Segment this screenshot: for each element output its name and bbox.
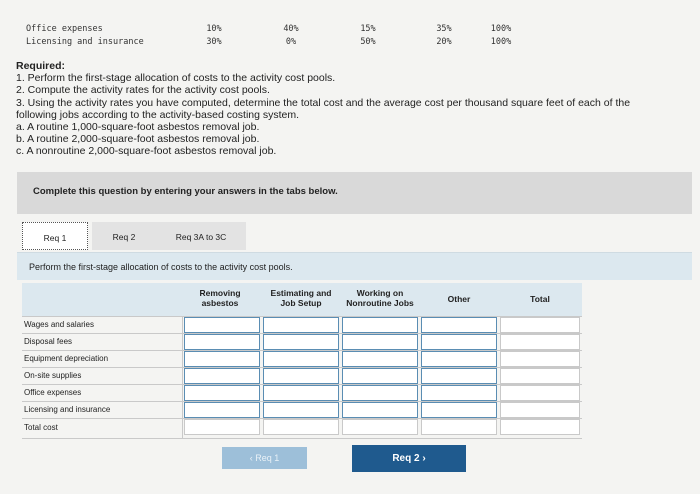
amount-input[interactable] — [184, 368, 260, 384]
top-row-licensing — [26, 37, 512, 50]
amount-input[interactable] — [263, 385, 339, 401]
tab-instruction-bar — [17, 252, 692, 280]
amount-input[interactable] — [421, 402, 497, 418]
col-header-other: Other — [447, 294, 471, 304]
amount-input[interactable] — [184, 385, 260, 401]
required-section — [16, 60, 696, 158]
amount-input[interactable] — [342, 334, 418, 350]
top-cell: 100% — [490, 37, 512, 47]
amount-input[interactable] — [421, 317, 497, 333]
top-cell: 50% — [360, 37, 376, 47]
top-row-office — [26, 24, 512, 37]
allocation-grid — [22, 283, 582, 439]
total-cell — [500, 317, 580, 333]
tab-req-1[interactable]: Req 1 — [22, 222, 88, 250]
row-label-licensing: Licensing and insurance — [24, 405, 111, 414]
total-cell — [263, 419, 339, 435]
top-row-label: Licensing and insurance — [26, 37, 144, 47]
next-button-label: Req 2 — [392, 453, 420, 464]
col-header-nonroutine: Working on Nonroutine Jobs — [346, 288, 414, 308]
amount-input[interactable] — [421, 351, 497, 367]
required-item: following jobs according to the activity-based costing system. — [16, 108, 300, 121]
top-cell: 0% — [285, 37, 297, 47]
amount-input[interactable] — [263, 317, 339, 333]
required-item: a. A routine 1,000-square-foot asbestos removal job. — [16, 121, 260, 134]
amount-input[interactable] — [342, 385, 418, 401]
required-item: c. A nonroutine 2,000-square-foot asbestos removal job. — [16, 145, 277, 158]
top-cell: 35% — [436, 24, 452, 34]
total-cell — [500, 334, 580, 350]
tab-instruction: Perform the first-stage allocation of costs to the activity cost pools. — [29, 262, 293, 272]
row-label-wages: Wages and salaries — [24, 320, 94, 329]
amount-input[interactable] — [342, 317, 418, 333]
row-label-office: Office expenses — [24, 388, 82, 397]
required-item: 3. Using the activity rates you have computed, determine the total cost and the average cost per thousand square feet of each of the — [16, 96, 631, 109]
amount-input[interactable] — [263, 334, 339, 350]
total-cell — [500, 385, 580, 401]
row-label-supplies: On-site supplies — [24, 371, 82, 380]
amount-input[interactable] — [342, 402, 418, 418]
top-cell: 10% — [206, 24, 222, 34]
amount-input[interactable] — [263, 351, 339, 367]
top-cell: 20% — [436, 37, 452, 47]
total-cell — [500, 419, 580, 435]
total-cell — [500, 368, 580, 384]
amount-input[interactable] — [263, 368, 339, 384]
total-cell — [500, 402, 580, 418]
total-cell — [184, 419, 260, 435]
instructions-banner — [17, 172, 692, 214]
tab-req-2[interactable]: Req 2 — [92, 222, 156, 250]
top-cell: 100% — [490, 24, 512, 34]
column-divider — [182, 316, 183, 439]
required-item: 2. Compute the activity rates for the activity cost pools. — [16, 84, 270, 97]
amount-input[interactable] — [421, 368, 497, 384]
required-item: b. A routine 2,000-square-foot asbestos removal job. — [16, 133, 260, 146]
top-row-label: Office expenses — [26, 24, 103, 34]
amount-input[interactable] — [421, 385, 497, 401]
required-heading: Required: — [16, 60, 66, 72]
row-label-total-cost: Total cost — [24, 423, 58, 432]
top-cell: 40% — [283, 24, 299, 34]
amount-input[interactable] — [184, 351, 260, 367]
prev-button[interactable] — [222, 447, 307, 469]
amount-input[interactable] — [342, 368, 418, 384]
complete-note: Complete this question by entering your answers in the tabs below. — [33, 186, 338, 197]
required-item: 1. Perform the first-stage allocation of costs to the activity cost pools. — [16, 72, 336, 85]
amount-input[interactable] — [184, 317, 260, 333]
col-header-total: Total — [530, 294, 550, 304]
amount-input[interactable] — [342, 351, 418, 367]
row-divider — [22, 438, 582, 439]
col-header-estimating: Estimating and Job Setup — [270, 288, 332, 308]
allocation-percent-table — [26, 24, 512, 50]
amount-input[interactable] — [184, 402, 260, 418]
amount-input[interactable] — [263, 402, 339, 418]
next-button[interactable] — [352, 445, 466, 472]
chevron-left-icon: ‹ — [249, 453, 256, 463]
col-header-removing-asbestos: Removing asbestos — [199, 288, 241, 308]
top-cell: 15% — [360, 24, 376, 34]
row-label-disposal: Disposal fees — [24, 337, 73, 346]
amount-input[interactable] — [184, 334, 260, 350]
total-cell — [500, 351, 580, 367]
top-cell: 30% — [206, 37, 222, 47]
amount-input[interactable] — [421, 334, 497, 350]
row-label-depreciation: Equipment depreciation — [24, 354, 109, 363]
total-cell — [421, 419, 497, 435]
prev-button-label: Req 1 — [255, 453, 280, 463]
tab-req-3a-3c[interactable]: Req 3A to 3C — [156, 222, 246, 250]
total-cell — [342, 419, 418, 435]
chevron-right-icon: › — [419, 453, 426, 464]
